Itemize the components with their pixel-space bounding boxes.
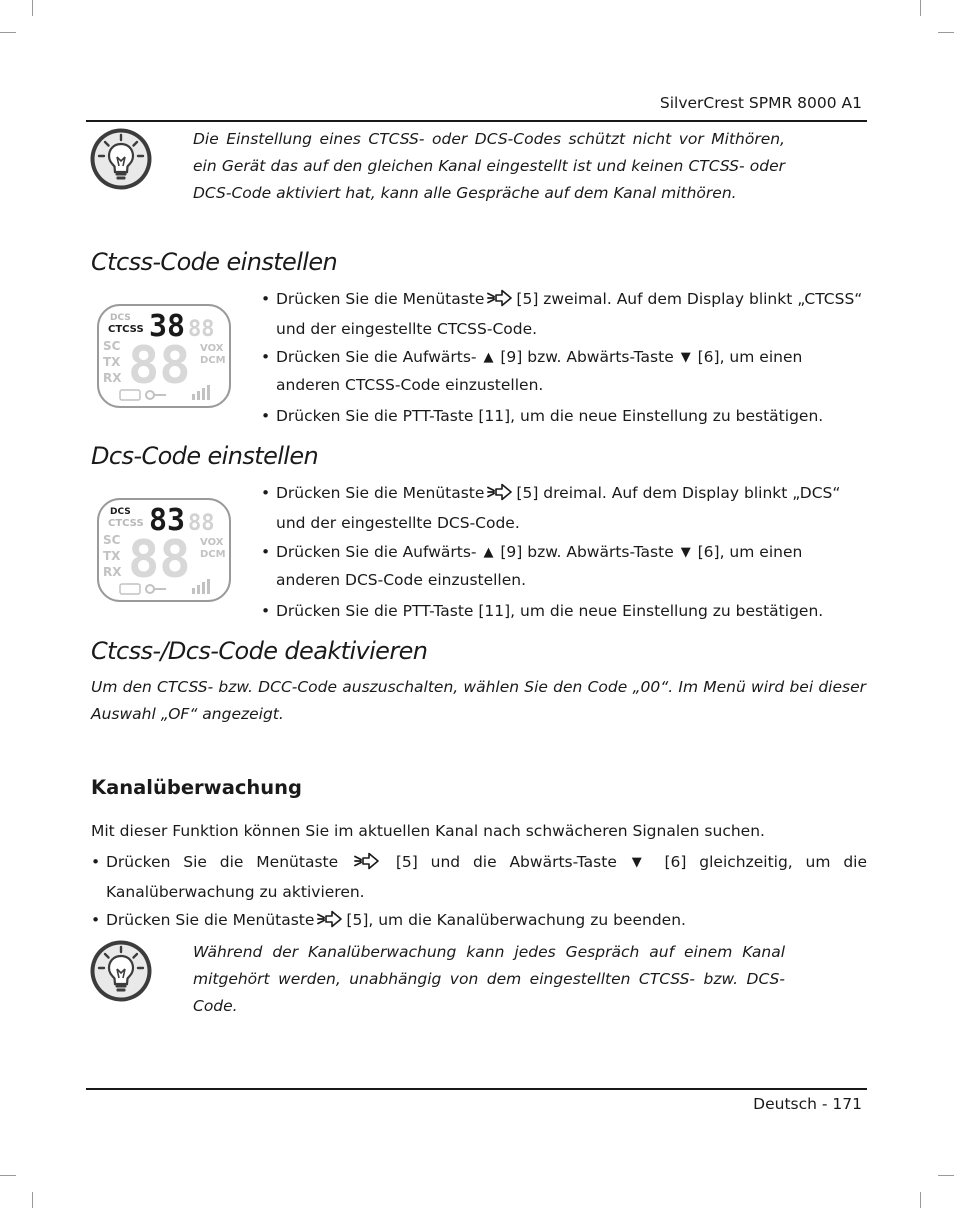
list-item: • Drücken Sie die PTT-Taste [11], um die neue Einstellung zu bestätigen. (261, 407, 824, 425)
up-arrow-icon: ▲ (483, 545, 494, 560)
crop-mark (0, 32, 16, 33)
menu-key-icon (487, 289, 513, 316)
svg-text:RX: RX (103, 565, 122, 579)
lcd-ctcss-label: CTCSS (108, 324, 144, 335)
svg-text:88: 88 (188, 317, 215, 342)
header-title: SilverCrest SPMR 8000 A1 (659, 94, 862, 112)
list-item: • Drücken Sie die Menütaste [5] dreimal. Auf dem Display blinkt „DCS“ und der eingestellte DCS-Code. (261, 484, 841, 532)
crop-mark (938, 1175, 954, 1176)
svg-text:RX: RX (103, 371, 122, 385)
down-arrow-icon: ▼ (631, 855, 650, 870)
lcd-dcs-label: DCS (110, 507, 131, 517)
svg-text:SC: SC (103, 533, 121, 547)
svg-text:88: 88 (128, 530, 191, 590)
lcd-digits: 38 (149, 309, 186, 344)
crop-mark (32, 0, 33, 16)
svg-text:SC: SC (103, 339, 121, 353)
lightbulb-icon (88, 126, 154, 196)
crop-mark (920, 0, 921, 16)
section-heading-dcs: Dcs-Code einstellen (91, 442, 319, 470)
svg-text:VOX: VOX (200, 343, 224, 354)
list-item: • Drücken Sie die Menütaste [5] und die Abwärts-Taste ▼ [6] gleichzeitig, um die Kanalüberwachung zu aktivieren. (91, 853, 867, 901)
list-item: • Drücken Sie die Aufwärts- ▲ [9] bzw. Abwärts-Taste ▼ [6], um einen anderen CTCSS-Code einzustellen. (261, 348, 803, 394)
list-item: • Drücken Sie die Menütaste [5] zweimal. Auf dem Display blinkt „CTCSS“ und der eingestellte CTCSS-Code. (261, 290, 863, 338)
crop-mark (920, 1192, 921, 1208)
svg-text:DCM: DCM (200, 355, 226, 366)
lightbulb-icon (88, 938, 154, 1008)
section-heading-ctcss: Ctcss-Code einstellen (91, 248, 338, 276)
lcd-display-dcs (96, 497, 232, 607)
crop-mark (938, 32, 954, 33)
monitor-intro: Mit dieser Funktion können Sie im aktuellen Kanal nach schwächeren Signalen suchen. (91, 822, 765, 840)
note-text: Die Einstellung eines CTCSS- oder DCS-Codes schützt nicht vor Mithören, ein Gerät das auf den gleichen Kanal eingestellt ist und keinen CTCSS- oder DCS-Code aktiviert hat, kann alle Gespräche auf dem Kanal mithören. (193, 130, 785, 202)
list-item: • Drücken Sie die Menütaste [5], um die Kanalüberwachung zu beenden. (91, 907, 867, 937)
section-heading-deactivate: Ctcss-/Dcs-Code deaktivieren (91, 637, 428, 665)
header-rule (86, 120, 867, 122)
lcd-display-ctcss (96, 303, 232, 413)
list-item: • Drücken Sie die Aufwärts- ▲ [9] bzw. Abwärts-Taste ▼ [6], um einen anderen DCS-Code einzustellen. (261, 543, 803, 589)
deactivate-text: Um den CTCSS- bzw. DCC-Code auszuschalten, wählen Sie den Code „00“. Im Menü wird bei dieser Auswahl „OF“ angezeigt. (91, 678, 866, 723)
crop-mark (32, 1192, 33, 1208)
down-arrow-icon: ▼ (680, 350, 691, 365)
up-arrow-icon: ▲ (483, 350, 494, 365)
down-arrow-icon: ▼ (680, 545, 691, 560)
list-item: • Drücken Sie die PTT-Taste [11], um die neue Einstellung zu bestätigen. (261, 602, 824, 620)
note-text: Während der Kanalüberwachung kann jedes Gespräch auf einem Kanal mitgehört werden, unabhängig von dem eingestellten CTCSS- bzw. DCS-Code. (193, 943, 785, 1015)
lcd-dcs-label: DCS (110, 313, 131, 323)
svg-text:DCM: DCM (200, 549, 226, 560)
crop-mark (0, 1175, 16, 1176)
menu-key-icon (354, 852, 380, 879)
lcd-ctcss-label: CTCSS (108, 518, 144, 529)
menu-key-icon (487, 483, 513, 510)
svg-text:TX: TX (103, 549, 121, 563)
svg-text:88: 88 (188, 511, 215, 536)
menu-key-icon (317, 910, 343, 937)
svg-text:TX: TX (103, 355, 121, 369)
page-number: Deutsch - 171 (753, 1095, 862, 1113)
svg-text:VOX: VOX (200, 537, 224, 548)
svg-text:88: 88 (128, 336, 191, 396)
lcd-digits: 83 (149, 503, 186, 538)
section-heading-monitor: Kanalüberwachung (91, 776, 303, 799)
footer-rule (86, 1088, 867, 1090)
